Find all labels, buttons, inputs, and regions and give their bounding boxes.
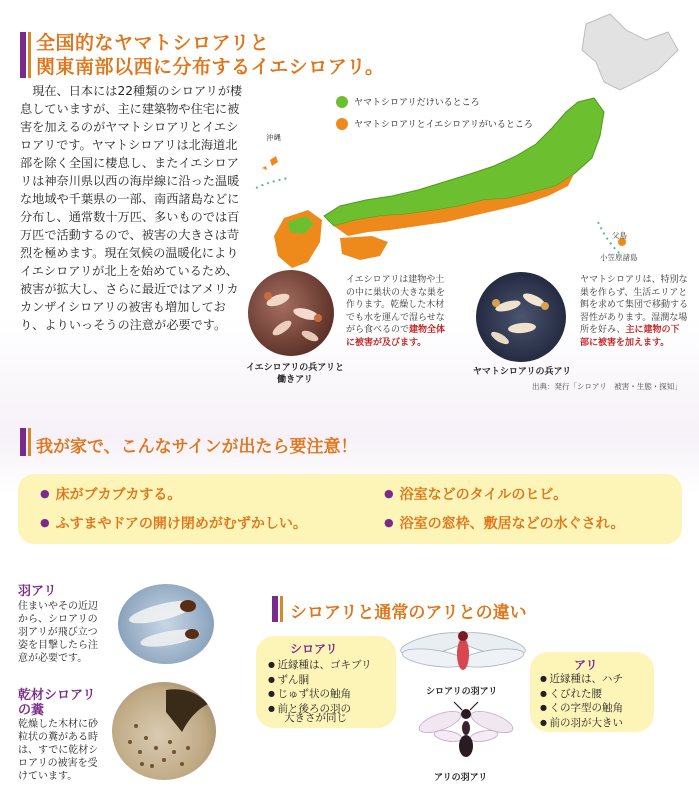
- list-item: ● 前の羽が大きい: [540, 716, 623, 731]
- haari-title: 羽アリ: [18, 584, 57, 599]
- termite-traits-list: [268, 658, 372, 716]
- ieshiroari-photo: [248, 270, 334, 356]
- legend-green-swatch: [336, 96, 348, 108]
- section3-heading: シロアリと通常のアリとの違い: [290, 603, 527, 623]
- termite-wing-caption: シロアリの羽アリ: [426, 687, 498, 697]
- list-item: ● 前と後ろの羽の: [268, 702, 372, 717]
- list-item: ● 近縁種は、ハチ: [540, 672, 623, 687]
- list-item: ● くの字型の触角: [540, 701, 623, 716]
- yamato-desc-text: ヤマトシロアリは、特別な巣を作らず、生活エリアと餌を求めて集団で移動する習性があります。湿潤な場所を好み、: [580, 275, 689, 335]
- sign-text: 浴室の窓枠、敷居などの水ぐされ。: [399, 516, 625, 532]
- heading-bar: [20, 32, 26, 78]
- ieshiroari-desc-text: イエシロアリは建物や土の中に巣状の大きな巣を作ります。乾燥した木材でも水を運んで湿らせながら食べるので: [346, 275, 446, 335]
- sign-item: [384, 484, 567, 504]
- section1-heading-line2: 関東南部以西に分布するイエシロアリ。: [36, 56, 385, 78]
- yamato-desc-highlight: 主に建物の下部に被害を加えます。: [580, 325, 680, 348]
- map-label-ogasawara: 小笠原諸島: [600, 253, 638, 262]
- sign-item: [384, 513, 624, 533]
- yamato-caption: ヤマトシロアリの兵アリ: [472, 367, 572, 377]
- ieshiroari-desc-highlight: 建物全体に被害が及びます。: [346, 325, 446, 348]
- bullet-icon: ●: [384, 516, 394, 529]
- list-item: ● ずん胴: [268, 673, 372, 688]
- heading-bar-accent: [28, 32, 31, 78]
- yamato-photo: [476, 272, 566, 362]
- ieshiroari-caption-line2: 働きアリ: [277, 375, 313, 385]
- ant-wing-caption: アリの羽アリ: [434, 773, 488, 783]
- map-label-chichijima: 父島: [612, 231, 627, 240]
- termite-illustration: [248, 270, 334, 356]
- bullet-icon: ●: [40, 516, 50, 529]
- termite-trait-continuation: 大きさが同じ: [284, 712, 347, 724]
- ant-bubble-title: アリ: [574, 658, 598, 672]
- heading3-bar: [272, 596, 278, 622]
- haari-photo: [118, 584, 214, 664]
- section2-heading: 我が家で、こんなサインが出たら要注意！: [36, 437, 358, 457]
- sign-text: 浴室などのタイルのヒビ。: [399, 487, 568, 503]
- heading2-bar-accent: [28, 428, 31, 456]
- ieshiroari-caption: [240, 362, 350, 386]
- list-item: ● 近縁種は、ゴキブリ: [268, 658, 372, 673]
- section1-heading-line1: 全国的なヤマトシロアリと: [36, 32, 270, 54]
- legend-orange-swatch: [336, 118, 348, 130]
- bullet-icon: ●: [40, 487, 50, 500]
- map-label-okinawa: 沖縄: [266, 133, 281, 142]
- termite-wing-illustration: [398, 624, 528, 682]
- yamato-description: [580, 274, 688, 349]
- source-citation: 出典：発行「シロアリ 被害・生態・探知」: [532, 382, 682, 391]
- sign-text: ふすまやドアの開け閉めがむずかしい。: [55, 516, 307, 532]
- kanzai-photo: [112, 682, 216, 780]
- kanzai-title: [18, 688, 95, 718]
- list-item: ● じゅず状の触角: [268, 687, 372, 702]
- haari-text: 住まいやその近辺から、シロアリの羽アリが飛び立つ姿を目撃したら注意が必要です。: [18, 601, 98, 664]
- sign-item: [40, 484, 181, 504]
- legend-orange-label: ヤマトシロアリとイエシロアリがいるところ: [354, 120, 533, 130]
- legend-green-label: ヤマトシロアリだけいるところ: [354, 98, 480, 108]
- list-item: ● くびれた腰: [540, 687, 623, 702]
- kanzai-title-line2: の糞: [18, 703, 45, 718]
- bullet-icon: ●: [384, 487, 394, 500]
- ant-wing-illustration: [418, 700, 514, 766]
- kanzai-title-line1: 乾材シロアリ: [18, 688, 96, 703]
- sign-text: 床がブカブカする。: [55, 487, 182, 503]
- map-shikoku: [340, 236, 388, 260]
- legend-orange: [336, 117, 533, 130]
- kanzai-text: 乾燥した木材に砂粒状の糞がある時は、すでに乾材シロアリの被害を受けています。: [18, 719, 99, 782]
- sign-item: [40, 513, 307, 533]
- ieshiroari-description: [346, 274, 450, 349]
- map-hokkaido: [582, 14, 678, 90]
- soldier-termite-illustration: [476, 272, 566, 362]
- map-okinawa: [262, 156, 278, 170]
- termite-bubble-title: シロアリ: [290, 642, 338, 656]
- heading3-bar-accent: [280, 596, 283, 622]
- ieshiroari-caption-line1: イエシロアリの兵アリと: [246, 363, 344, 373]
- frass-illustration: [112, 682, 216, 780]
- ant-traits-list: [540, 672, 623, 730]
- heading2-bar: [20, 428, 26, 456]
- legend-green: [336, 95, 480, 108]
- intro-paragraph: 現在、日本には22種類のシロアリが棲息していますが、主に建築物や住宅に被害を加えるのがヤマトシロアリとイエシロアリです。ヤマトシロアリは北海道北部を除く全国に棲息し、またイエシロアリは神奈川県以西の海岸線に沿った温暖な地域や千葉県の一部、南西諸島などに分布し、通常数十万匹、多いものでは百万匹で活動するので、被害の大きさは苛烈を極めます。現在気候の温暖化によりイエシロアリが北上を始めているため、被害が拡大し、さらに最近ではアメリカカンザイシロアリの被害も増加しており、よりいっそうの注意が必要です。: [20, 84, 243, 332]
- winged-termite-illustration: [118, 584, 214, 664]
